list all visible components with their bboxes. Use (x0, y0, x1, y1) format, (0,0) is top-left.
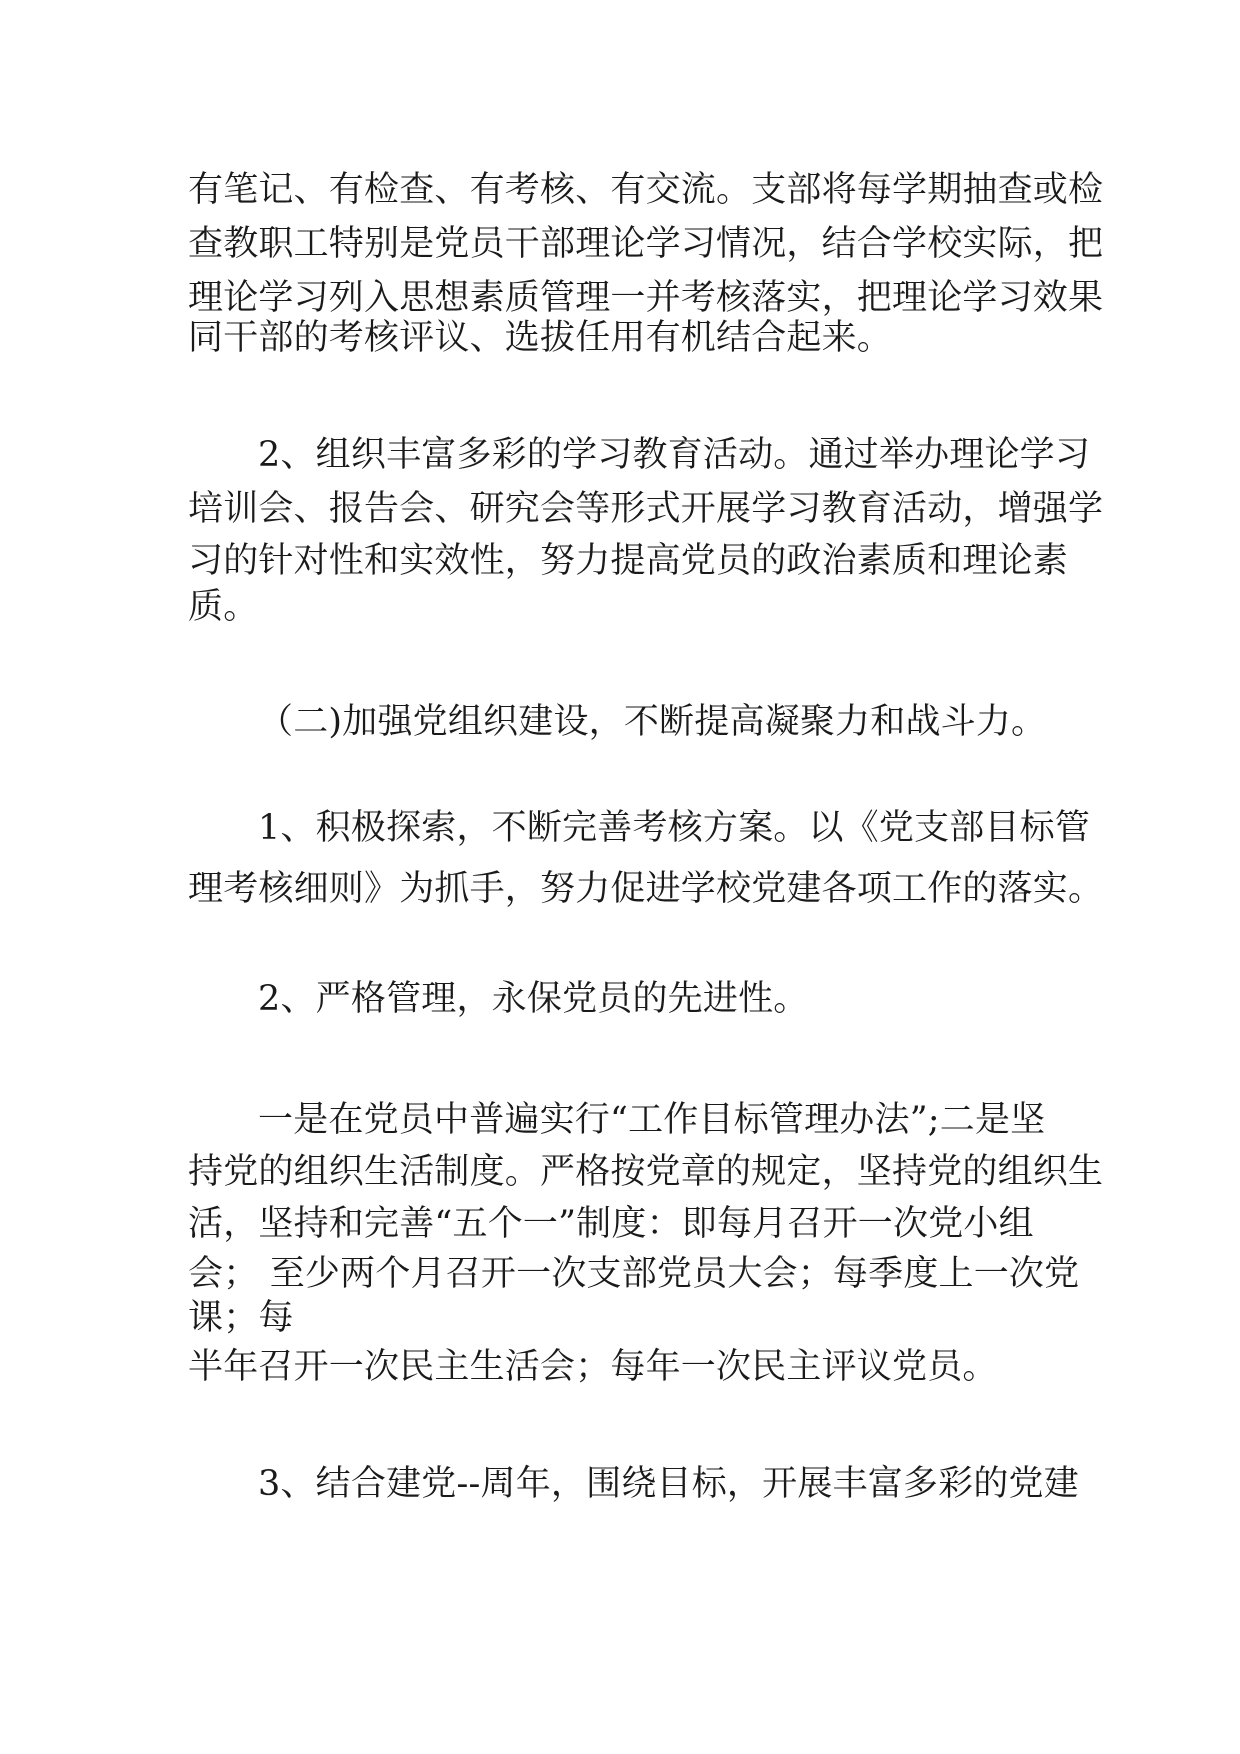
paragraph-5-line-2: 持党的组织生活制度。严格按党章的规定，坚持党的组织生 (188, 1152, 1104, 1192)
paragraph-5-line-5: 课；每 (188, 1298, 294, 1338)
paragraph-5-line-1: 一是在党员中普遍实行“工作目标管理办法”;二是坚 (258, 1100, 1046, 1140)
paragraph-3-line-2: 理考核细则》为抓手，努力促进学校党建各项工作的落实。 (188, 869, 1104, 909)
paragraph-4-line-1: 2、严格管理，永保党员的先进性。 (258, 979, 809, 1019)
paragraph-2-line-4: 质。 (188, 587, 259, 627)
paragraph-2-line-2: 培训会、报告会、研究会等形式开展学习教育活动，增强学 (188, 489, 1104, 529)
paragraph-1-line-3: 理论学习列入思想素质管理一并考核落实，把理论学习效果 (188, 278, 1104, 318)
paragraph-2-line-3: 习的针对性和实效性，努力提高党员的政治素质和理论素 (188, 541, 1069, 581)
paragraph-5-line-6: 半年召开一次民主生活会；每年一次民主评议党员。 (188, 1347, 998, 1387)
paragraph-1-line-1: 有笔记、有检查、有考核、有交流。支部将每学期抽查或检 (188, 170, 1104, 210)
paragraph-2-line-1: 2、组织丰富多彩的学习教育活动。通过举办理论学习 (258, 435, 1091, 475)
paragraph-5-line-4: 会； 至少两个月召开一次支部党员大会；每季度上一次党 (188, 1254, 1080, 1294)
paragraph-1-line-4: 同干部的考核评议、选拔任用有机结合起来。 (188, 318, 893, 358)
paragraph-3-line-1: 1、积极探索，不断完善考核方案。以《党支部目标管 (258, 808, 1091, 848)
paragraph-5-line-3: 活，坚持和完善“五个一”制度：即每月召开一次党小组 (188, 1204, 1034, 1244)
paragraph-6-line-1: 3、结合建党--周年，围绕目标，开展丰富多彩的党建 (258, 1464, 1079, 1504)
paragraph-1-line-2: 查教职工特别是党员干部理论学习情况，结合学校实际，把 (188, 224, 1104, 264)
section-heading-2: （二)加强党组织建设，不断提高凝聚力和战斗力。 (258, 702, 1047, 742)
